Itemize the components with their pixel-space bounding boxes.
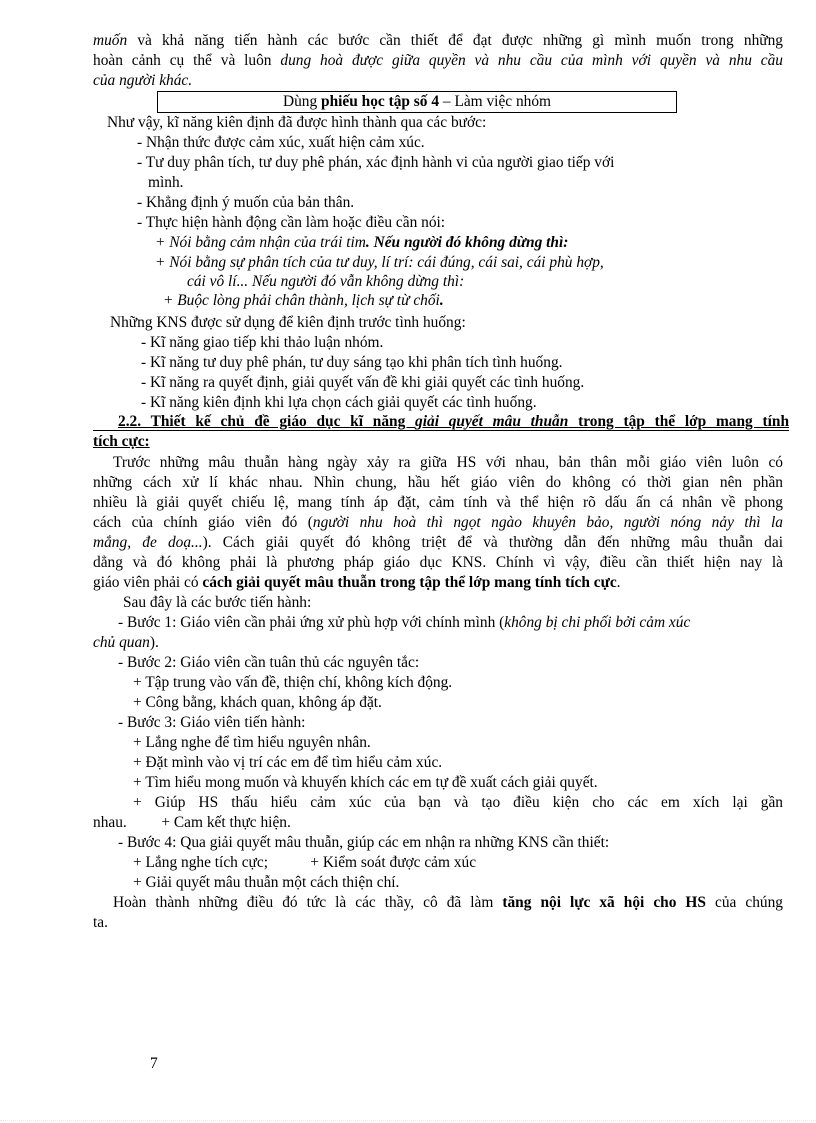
sub-point-1: + Nói bằng cảm nhận của trái tim. Nếu người đó không dừng thì: [155, 234, 569, 251]
step-3: - Khẳng định ý muốn của bản thân. [137, 194, 355, 211]
para-line-5: mắng, đe doạ...). Cách giải quyết đó không triệt để và thường dẫn đến những mâu thuẫn dai [93, 534, 783, 551]
intro-line-2: hoàn cảnh cụ thể và luôn dung hoà được giữa quyền và nhu cầu của mình với quyền và nhu cầu [93, 52, 783, 69]
buoc-3-item: + Lắng nghe để tìm hiểu nguyên nhân. [133, 734, 371, 751]
heading-underline [93, 430, 789, 431]
buoc-3-item: + Giúp HS thấu hiểu cảm xúc của bạn và tạo điều kiện cho các em xích lại gần [133, 794, 783, 811]
buoc-4-item: + Giải quyết mâu thuẫn một cách thiện chí. [133, 874, 400, 891]
steps-intro: Như vậy, kĩ năng kiên định đã được hình thành qua các bước: [107, 114, 487, 131]
kns-item: - Kĩ năng ra quyết định, giải quyết vấn đề khi giải quyết các tình huống. [141, 374, 585, 391]
kns-item: - Kĩ năng kiên định khi lựa chọn cách giải quyết các tình huống. [141, 394, 537, 411]
buoc-4-item: + Lắng nghe tích cực; + Kiểm soát được cảm xúc [133, 854, 477, 871]
kns-intro: Những KNS được sử dụng để kiên định trước tình huống: [110, 314, 466, 331]
buoc-4: - Bước 4: Qua giải quyết mâu thuẫn, giúp các em nhận ra những KNS cần thiết: [118, 834, 610, 851]
closing-line-1: Hoàn thành những điều đó tức là các thầy, cô đã làm tăng nội lực xã hội cho HS của chúng [113, 894, 783, 911]
closing-line-2: ta. [93, 914, 108, 931]
intro-line-3: của người khác. [93, 72, 193, 89]
buoc-1: - Bước 1: Giáo viên cần phải ứng xử phù hợp với chính mình (không bị chi phối bởi cảm xúc [118, 614, 691, 631]
sub-point-2-cont: cái vô lí... Nếu người đó vẫn không dừng thì: [187, 273, 465, 290]
page-bottom-edge [0, 1120, 816, 1121]
para-line-6: dẳng và đó không phải là phương pháp giáo dục KNS. Chính vì vậy, điều cần thiết hiện nay là [93, 554, 783, 571]
buoc-3: - Bước 3: Giáo viên tiến hành: [118, 714, 306, 731]
para-line-7: giáo viên phải có cách giải quyết mâu thuẫn trong tập thể lớp mang tính tích cực. [93, 574, 621, 591]
buoc-2-item: + Tập trung vào vấn đề, thiện chí, không kích động. [133, 674, 453, 691]
step-1: - Nhận thức được cảm xúc, xuất hiện cảm xúc. [137, 134, 425, 151]
para-line-3: nhiều là giải quyết chiếu lệ, mang tính áp đặt, cảm tính và thể hiện rõ dấu ấn cá nhân về phong [93, 494, 783, 511]
step-2: - Tư duy phân tích, tư duy phê phán, xác định hành vi của người giao tiếp với [137, 154, 615, 171]
para-line-2: những cách xử lí khác nhau. Nhìn chung, hầu hết giáo viên do không có thời gian nên phần [93, 474, 783, 491]
step-2-cont: mình. [148, 174, 184, 191]
kns-item: - Kĩ năng tư duy phê phán, tư duy sáng tạo khi phân tích tình huống. [141, 354, 563, 371]
section-heading: 2.2. Thiết kế chủ đề giáo dục kĩ năng giải quyết mâu thuẫn trong tập thể lớp mang tính [118, 413, 789, 430]
kns-item: - Kĩ năng giao tiếp khi thảo luận nhóm. [141, 334, 384, 351]
buoc-2: - Bước 2: Giáo viên cần tuân thủ các nguyên tắc: [118, 654, 420, 671]
buoc-3-item: nhau. + Cam kết thực hiện. [93, 814, 291, 831]
sub-point-2: + Nói bằng sự phân tích của tư duy, lí trí: cái đúng, cái sai, cái phù hợp, [155, 254, 604, 271]
intro-line-1: muốn và khả năng tiến hành các bước cần thiết để đạt được những gì mình muốn trong những [93, 32, 783, 49]
activity-box: Dùng phiếu học tập số 4 – Làm việc nhóm [157, 91, 677, 113]
sub-point-3: + Buộc lòng phải chân thành, lịch sự từ chối. [163, 292, 444, 309]
para-line-1: Trước những mâu thuẫn hàng ngày xảy ra giữa HS với nhau, bản thân mỗi giáo viên luôn có [113, 454, 783, 471]
buoc-1-cont: chủ quan). [93, 634, 159, 651]
buoc-2-item: + Công bằng, khách quan, không áp đặt. [133, 694, 382, 711]
steps-lead: Sau đây là các bước tiến hành: [123, 594, 312, 611]
buoc-3-item: + Tìm hiểu mong muốn và khuyến khích các em tự đề xuất cách giải quyết. [133, 774, 598, 791]
page-number: 7 [150, 1055, 158, 1072]
step-4: - Thực hiện hành động cần làm hoặc điều cần nói: [137, 214, 446, 231]
buoc-3-item: + Đặt mình vào vị trí các em để tìm hiểu cảm xúc. [133, 754, 443, 771]
para-line-4: cách của chính giáo viên đó (người nhu hoà thì ngọt ngào khuyên bảo, người nóng nảy thì la [93, 514, 783, 531]
section-heading-cont: tích cực: [93, 433, 150, 450]
